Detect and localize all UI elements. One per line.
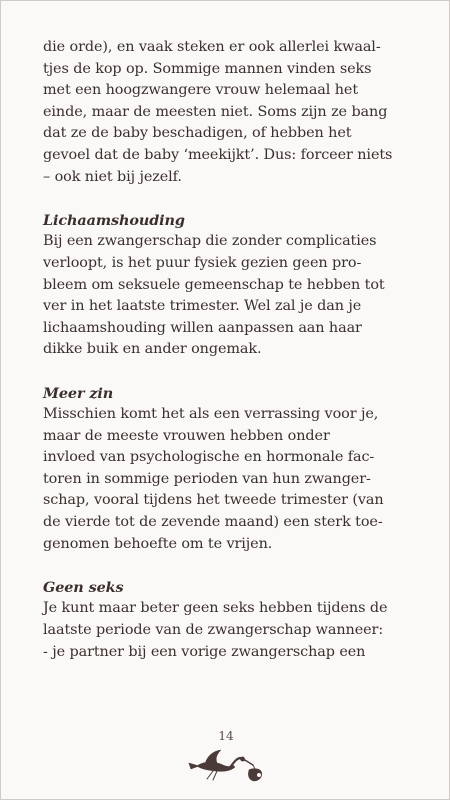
text-line: einde, maar de meesten niet. Soms zijn ze bang [43, 103, 388, 120]
text-line: Bij een zwangerschap die zonder complicaties [43, 233, 377, 250]
page-number: 14 [218, 729, 234, 743]
text-line: met een hoogzwangere vrouw helemaal het [43, 82, 359, 99]
section-heading: Meer zin [43, 384, 114, 402]
text-line: genomen behoefte om te vrijen. [43, 535, 273, 552]
text-line: – ook niet bij jezelf. [43, 168, 182, 185]
text-line: Misschien komt het als een verrassing voor je, [43, 406, 379, 423]
section-meer-zin [43, 383, 413, 556]
text-line: Je kunt maar beter geen seks hebben tijdens de [43, 600, 388, 617]
intro-paragraph [43, 37, 413, 188]
text-line: toren in sommige perioden van hun zwanger- [43, 470, 371, 487]
text-line: tjes de kop op. Sommige mannen vinden seks [43, 60, 372, 77]
text-line: - je partner bij een vorige zwangerschap een [43, 643, 366, 660]
text-line: gevoel dat de baby ‘meekijkt’. Dus: forceer niets [43, 146, 393, 163]
paragraph-gap [43, 555, 413, 577]
paragraph-gap [43, 361, 413, 383]
text-line: dat ze de baby beschadigen, of hebben het [43, 125, 352, 142]
text-line: verloopt, is het puur fysiek gezien geen pro- [43, 254, 362, 271]
section-geen-seks [43, 577, 413, 663]
section-lichaamshouding [43, 210, 413, 361]
book-page-text [43, 37, 413, 663]
text-line: laatste periode van de zwangerschap wanneer: [43, 622, 384, 639]
text-line: bleem om seksuele gemeenschap te hebben tot [43, 276, 385, 293]
stork-carrying-baby-icon [187, 749, 269, 787]
text-line: schap, vooral tijdens het tweede trimester (van [43, 492, 384, 509]
text-line: dikke buik en ander ongemak. [43, 341, 262, 358]
text-line: ver in het laatste trimester. Wel zal je dan je [43, 298, 362, 315]
text-line: de vierde tot de zevende maand) een sterk toe- [43, 514, 383, 531]
paragraph-gap [43, 188, 413, 210]
section-heading: Geen seks [43, 578, 124, 596]
text-line: lichaamshouding willen aanpassen aan haar [43, 319, 362, 336]
section-heading: Lichaamshouding [43, 211, 185, 229]
text-line: maar de meeste vrouwen hebben onder [43, 427, 330, 444]
text-line: die orde), en vaak steken er ook allerlei kwaal- [43, 39, 381, 55]
text-line: invloed van psychologische en hormonale fac- [43, 449, 375, 466]
